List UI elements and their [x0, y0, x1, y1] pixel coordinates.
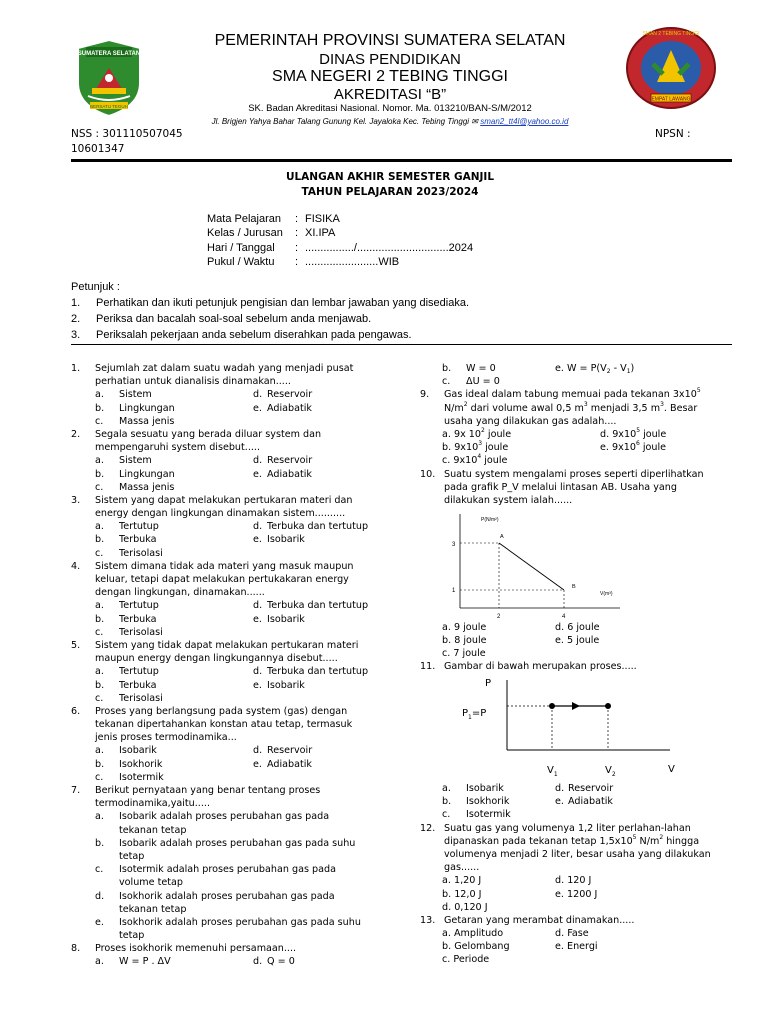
- statement-text: Isobarik adalah proses perubahan gas pada suhu: [119, 837, 356, 849]
- option-letter: c.: [95, 415, 104, 427]
- info-label: Mata Pelajaran: [207, 213, 281, 225]
- instruction-item: 3. Periksalah pekerjaan anda sebelum diserahkan pada pengawas.: [71, 329, 412, 341]
- statement-letter: e.: [95, 916, 104, 928]
- npsn-label: NPSN :: [655, 128, 691, 140]
- question-line: [71, 718, 401, 731]
- option-letter: c.: [95, 626, 104, 638]
- option-letter: d.: [253, 956, 263, 968]
- p-axis-label: P: [485, 678, 492, 689]
- option-text: Terisolasi: [119, 547, 163, 559]
- question-13: 13. Getaran yang merambat dinamakan.....: [420, 914, 635, 926]
- option-letter: c.: [95, 771, 104, 783]
- option-text: Terisolasi: [119, 626, 163, 638]
- question-item: [71, 942, 401, 955]
- pv-graph-ab: [440, 510, 630, 620]
- header-sk: SK. Badan Akreditasi Nasional. Nomor. Ma. 013210/BAN-S/M/2012: [248, 103, 532, 114]
- option-text: Terisolasi: [119, 692, 163, 704]
- option-letter: b.: [95, 679, 105, 691]
- statement-item: [71, 810, 401, 823]
- question-text: Sistem dimana tidak ada materi yang masuk maupun: [95, 560, 354, 572]
- question-number: 7.: [71, 785, 81, 796]
- sumsel-province-logo: [74, 38, 144, 118]
- option-row: a. 1,20 J d. 120 J: [442, 875, 592, 887]
- option-letter: d.: [253, 389, 263, 401]
- header-address: Jl. Brigjen Yahya Bahar Talang Gunung Kel. Jayaloka Kec. Tebing Tinggi: [211, 117, 470, 126]
- option-text: Reservoir: [267, 389, 313, 401]
- option-letter: a.: [95, 455, 104, 467]
- question-item: [71, 784, 401, 797]
- q10-options: [442, 621, 742, 661]
- x-tick-2: 2: [497, 614, 501, 620]
- question-item: [71, 362, 401, 375]
- option-row: c. Periode: [442, 954, 490, 966]
- p-axis-label: P(N/m²): [481, 517, 499, 523]
- option-letter: b.: [95, 613, 105, 625]
- option-row: a. Isobarik d. Reservoir: [442, 783, 614, 794]
- instruction-item: 2. Periksa dan bacalah soal-soal sebelum anda menjawab.: [71, 313, 372, 325]
- statement-item: [71, 890, 401, 903]
- header-government: PEMERINTAH PROVINSI SUMATERA SELATAN: [214, 32, 566, 49]
- option-row: [71, 771, 401, 784]
- option-row: [71, 665, 401, 678]
- question-text: Sistem yang tidak dapat melakukan pertukaran materi: [95, 639, 359, 651]
- option-letter: a.: [95, 666, 104, 678]
- question-text: tekanan dipertahankan konstan atau tetap, termasuk: [95, 719, 353, 731]
- question-text: jenis proses termodinamika...: [95, 732, 237, 744]
- option-text: Adiabatik: [267, 402, 312, 414]
- option-row: c. 7 joule: [442, 648, 486, 660]
- option-row: [71, 520, 401, 533]
- exam-year: TAHUN PELAJARAN 2023/2024: [301, 186, 479, 198]
- question-line: usaha yang dilakukan gas adalah....: [444, 415, 617, 427]
- option-text: Tertutup: [119, 521, 159, 533]
- option-text: Isobarik: [267, 613, 305, 625]
- option-text: Tertutup: [119, 600, 159, 612]
- option-text: Reservoir: [267, 455, 313, 467]
- exam-title: ULANGAN AKHIR SEMESTER GANJIL: [285, 171, 495, 183]
- statement-letter: d.: [95, 890, 105, 902]
- question-line: volumenya menjadi 2 liter, besar usaha yang dilakukan: [444, 848, 711, 860]
- option-text: Lingkungan: [119, 402, 175, 414]
- statement-item: [71, 824, 401, 837]
- v2-label: $V_2$: [605, 765, 616, 778]
- option-text: Massa jenis: [119, 415, 175, 427]
- info-value: FISIKA: [305, 213, 340, 225]
- option-row: [71, 955, 401, 968]
- option-row: [71, 599, 401, 612]
- question-item: [71, 639, 401, 652]
- option-row: [71, 744, 401, 757]
- question-line: pada grafik P_V melalui lintasan AB. Usaha yang: [444, 481, 677, 493]
- option-row: [71, 692, 401, 705]
- option-text: Terbuka: [119, 613, 157, 625]
- v1-label: $V_1$: [547, 765, 558, 778]
- option-text: Sistem: [119, 389, 152, 401]
- point-v2: [605, 703, 611, 709]
- question-number: 3.: [71, 494, 81, 506]
- option-letter: d.: [253, 745, 263, 757]
- option-text: Isobarik: [267, 534, 305, 546]
- question-line: [71, 507, 401, 520]
- option-letter: d.: [253, 455, 263, 467]
- statement-letter: c.: [95, 864, 104, 876]
- x-tick-4: 4: [562, 614, 566, 620]
- y-tick-3: 3: [452, 542, 456, 548]
- question-item: [71, 428, 401, 441]
- option-text: Terbuka dan tertutup: [267, 600, 369, 612]
- statement-item: [71, 916, 401, 929]
- question-text: Proses yang berlangsung pada system (gas) dengan: [95, 705, 348, 717]
- question-text: dengan lingkungan, dinamakan......: [95, 587, 265, 599]
- question-line: [71, 586, 401, 599]
- question-text: Proses isokhorik memenuhi persamaan....: [95, 943, 297, 955]
- question-number: 4.: [71, 560, 81, 572]
- option-letter: a.: [95, 956, 104, 968]
- point-v1: [549, 703, 555, 709]
- question-line: [71, 375, 401, 388]
- question-line: dipanaskan pada tekanan tetap $1,5x10^5$ $N/m^2$ hingga: [444, 833, 700, 847]
- header-school-name: SMA NEGERI 2 TEBING TINGGI: [272, 68, 508, 85]
- statement-text: tetap: [119, 930, 145, 942]
- option-row: b. W = 0 e. $W = P(V_2 - V_1)$: [442, 363, 635, 375]
- option-row: [71, 758, 401, 771]
- option-letter: a.: [95, 745, 104, 757]
- option-text: Isotermik: [119, 771, 164, 783]
- instruction-item: 1. Perhatikan dan ikuti petunjuk pengisian dan lembar jawaban yang disediaka.: [71, 297, 470, 309]
- question-12: 12. Suatu gas yang volumenya 1,2 liter perlahan-lahan: [420, 822, 691, 834]
- instructions-heading: Petunjuk :: [71, 281, 120, 293]
- instructions: [71, 281, 469, 345]
- info-row: Hari / Tanggal : ................/..............................2024: [207, 242, 473, 256]
- option-row: [71, 613, 401, 626]
- option-row: b. 8 joule e. 5 joule: [442, 635, 600, 647]
- v-axis-label: V: [668, 764, 675, 775]
- option-letter: b.: [95, 534, 105, 546]
- question-line: [71, 441, 401, 454]
- question-line: [71, 573, 401, 586]
- question-text: Sejumlah zat dalam suatu wadah yang menjadi pusat: [95, 363, 354, 374]
- statement-text: Isotermik adalah proses perubahan gas pada: [119, 864, 336, 876]
- statement-text: volume tetap: [119, 877, 183, 889]
- option-letter: d.: [253, 521, 263, 533]
- option-row: a. 9 joule d. 6 joule: [442, 622, 600, 633]
- statement-text: Isokhorik adalah proses perubahan gas pada: [119, 890, 335, 902]
- option-text: Isokhorik: [119, 758, 163, 770]
- question-item: [71, 705, 401, 718]
- option-text: Isobarik: [267, 679, 305, 691]
- statement-text: tetap: [119, 850, 145, 862]
- question-text: keluar, tetapi dapat melakukan pertukakaran energy: [95, 574, 349, 585]
- option-text: Sistem: [119, 455, 152, 467]
- option-row: [71, 468, 401, 481]
- option-text: W = P . ΔV: [119, 956, 171, 968]
- question-text: Sistem yang dapat melakukan pertukaran materi dan: [95, 494, 353, 506]
- school-logo: [623, 24, 719, 112]
- y-tick-1: 1: [452, 588, 456, 594]
- option-text: Adiabatik: [267, 468, 312, 480]
- point-a-label: A: [500, 534, 504, 540]
- nss: NSS : 301110507045: [71, 128, 183, 140]
- option-text: Lingkungan: [119, 468, 175, 480]
- point-b-label: B: [572, 584, 576, 590]
- right-logo-banner-text: EMPAT LAWANG: [651, 96, 691, 103]
- exam-info: [207, 213, 473, 270]
- option-row: c. Isotermik: [442, 809, 511, 821]
- statement-item: [71, 876, 401, 889]
- option-letter: a.: [95, 389, 104, 401]
- option-letter: b.: [95, 402, 105, 414]
- question-text: Berikut pernyataan yang benar tentang proses: [95, 785, 321, 796]
- question-text: Gas ideal dalam tabung memuai pada tekanan $3x10^5$: [444, 387, 701, 401]
- question-item: [71, 560, 401, 573]
- question-text: Segala sesuatu yang berada diluar system dan: [95, 428, 322, 440]
- question-number: 6.: [71, 705, 81, 717]
- path-ab: [499, 543, 564, 590]
- option-letter: a.: [95, 600, 104, 612]
- question-10: 10. Suatu system mengalami proses seperti diperlihatkan: [420, 468, 704, 480]
- option-row: [71, 481, 401, 494]
- option-text: Reservoir: [267, 745, 313, 757]
- option-row: d. 0,120 J: [442, 901, 488, 913]
- npsn-value: 10601347: [71, 143, 125, 155]
- header-department: DINAS PENDIDIKAN: [319, 51, 461, 68]
- option-letter: e.: [253, 468, 262, 480]
- info-value: ................/..............................2024: [305, 241, 474, 254]
- statement-letter: a.: [95, 811, 104, 823]
- question-text: termodinamika,yaitu.....: [95, 798, 211, 810]
- question-11: 11. Gambar di bawah merupakan proses.....: [420, 661, 637, 672]
- info-value: ........................WIB: [305, 255, 400, 268]
- option-row: [71, 454, 401, 467]
- option-letter: e.: [253, 402, 262, 414]
- header-address-line: [150, 118, 630, 126]
- option-row: [71, 388, 401, 401]
- mail-icon: ✉: [471, 117, 478, 126]
- question-line: [71, 797, 401, 810]
- left-column-questions: [71, 362, 401, 969]
- option-text: Adiabatik: [267, 758, 312, 770]
- option-row: [71, 679, 401, 692]
- question-number: 8.: [71, 943, 81, 955]
- info-value: XI.IPA: [305, 227, 336, 240]
- info-label: Kelas / Jurusan: [207, 227, 283, 240]
- question-line: dilakukan system ialah......: [444, 494, 573, 506]
- left-logo-top-text: SUMATERA SELATAN: [77, 51, 141, 57]
- p1-label: $P_1=P$: [462, 708, 487, 721]
- question-item: [71, 494, 401, 507]
- info-row: Kelas / Jurusan : XI.IPA: [207, 227, 473, 241]
- question-line: $N/m^2$ dari volume awal 0,5 $m^3$ menjadi 3,5 $m^3$. Besar: [444, 400, 698, 414]
- option-letter: e.: [253, 758, 262, 770]
- option-row: [71, 402, 401, 415]
- info-label: Pukul / Waktu: [207, 255, 275, 268]
- option-row: [71, 547, 401, 560]
- right-logo-ring-text: SMAN 2 TEBING TINGGI: [642, 31, 700, 37]
- v-axis-label: V(m³): [600, 591, 613, 597]
- option-letter: e.: [253, 679, 262, 691]
- q11-options-and-rest: [420, 782, 740, 967]
- statement-item: [71, 837, 401, 850]
- statement-text: Isobarik adalah proses perubahan gas pada: [119, 811, 330, 823]
- option-row: b. Gelombang e. Energi: [442, 941, 598, 953]
- info-row: Pukul / Waktu : ........................WIB: [207, 256, 473, 270]
- statement-item: [71, 850, 401, 863]
- option-text: Q = 0: [267, 956, 295, 968]
- statement-text: tekanan tetap: [119, 903, 187, 915]
- question-text: energy dengan lingkungan dinamakan sistem..........: [95, 508, 346, 520]
- option-row: c. ΔU = 0: [442, 376, 500, 388]
- option-row: b. Isokhorik e. Adiabatik: [442, 796, 613, 808]
- option-letter: e.: [253, 613, 262, 625]
- option-letter: c.: [95, 692, 104, 704]
- header-email: sman2_tt4l@yahoo.co.id: [480, 117, 569, 126]
- option-letter: d.: [253, 600, 263, 612]
- option-row: a. 9x $10^2$ joule d. $9x10^5$ joule: [442, 426, 667, 440]
- left-logo-bottom-text: BERSATU TEGUH: [90, 104, 128, 109]
- option-row: [71, 626, 401, 639]
- option-row: b. 12,0 J e. 1200 J: [442, 888, 598, 900]
- option-text: Tertutup: [119, 666, 159, 678]
- arrow-icon: [572, 702, 580, 710]
- question-text: perhatian untuk dianalisis dinamakan.....: [95, 376, 291, 388]
- question-line: gas......: [444, 862, 480, 874]
- pv-graph-isobaric: [440, 672, 700, 780]
- option-row: a. Amplitudo d. Fase: [442, 928, 589, 940]
- statement-item: [71, 903, 401, 916]
- option-letter: e.: [253, 534, 262, 546]
- question-line: [71, 731, 401, 744]
- statement-item: [71, 863, 401, 876]
- option-row: [71, 533, 401, 546]
- option-letter: a.: [95, 521, 104, 533]
- info-row: Mata Pelajaran : FISIKA: [207, 213, 473, 227]
- info-label: Hari / Tanggal: [207, 241, 275, 254]
- question-number: 5.: [71, 639, 81, 651]
- option-letter: b.: [95, 758, 105, 770]
- statement-text: Isokhorik adalah proses perubahan gas pada suhu: [119, 916, 361, 928]
- question-9: 9. Gas ideal dalam tabung memuai pada tekanan $3x10^5$: [420, 387, 701, 401]
- header-divider: [71, 159, 732, 162]
- question-number: 1.: [71, 363, 81, 374]
- question-text: maupun energy dengan lingkungannya disebut.....: [95, 653, 338, 665]
- question-text: mempengaruhi system disebut.....: [95, 442, 261, 454]
- option-text: Terbuka dan tertutup: [267, 666, 369, 678]
- question-line: [71, 652, 401, 665]
- option-text: Terbuka: [119, 679, 157, 691]
- statement-letter: b.: [95, 837, 105, 849]
- right-column-questions: [420, 362, 740, 507]
- header-accreditation: AKREDITASI “B”: [333, 86, 447, 103]
- option-row: b. $9x10^3$ joule e. $9x10^6$ joule: [442, 440, 667, 454]
- option-letter: c.: [95, 481, 104, 493]
- option-letter: c.: [95, 547, 104, 559]
- option-text: Massa jenis: [119, 481, 175, 493]
- instructions-divider: [71, 344, 732, 345]
- option-letter: b.: [95, 468, 105, 480]
- question-number: 2.: [71, 428, 81, 440]
- option-row: [71, 415, 401, 428]
- option-e: e. $W = P(V_2 - V_1)$: [555, 363, 635, 375]
- statement-item: [71, 929, 401, 942]
- statement-text: tekanan tetap: [119, 824, 187, 836]
- option-text: Terbuka: [119, 534, 157, 546]
- option-letter: d.: [253, 666, 263, 678]
- option-text: Isobarik: [119, 745, 157, 757]
- option-row: c. $9x10^4$ joule: [442, 453, 508, 467]
- option-text: Terbuka dan tertutup: [267, 521, 369, 533]
